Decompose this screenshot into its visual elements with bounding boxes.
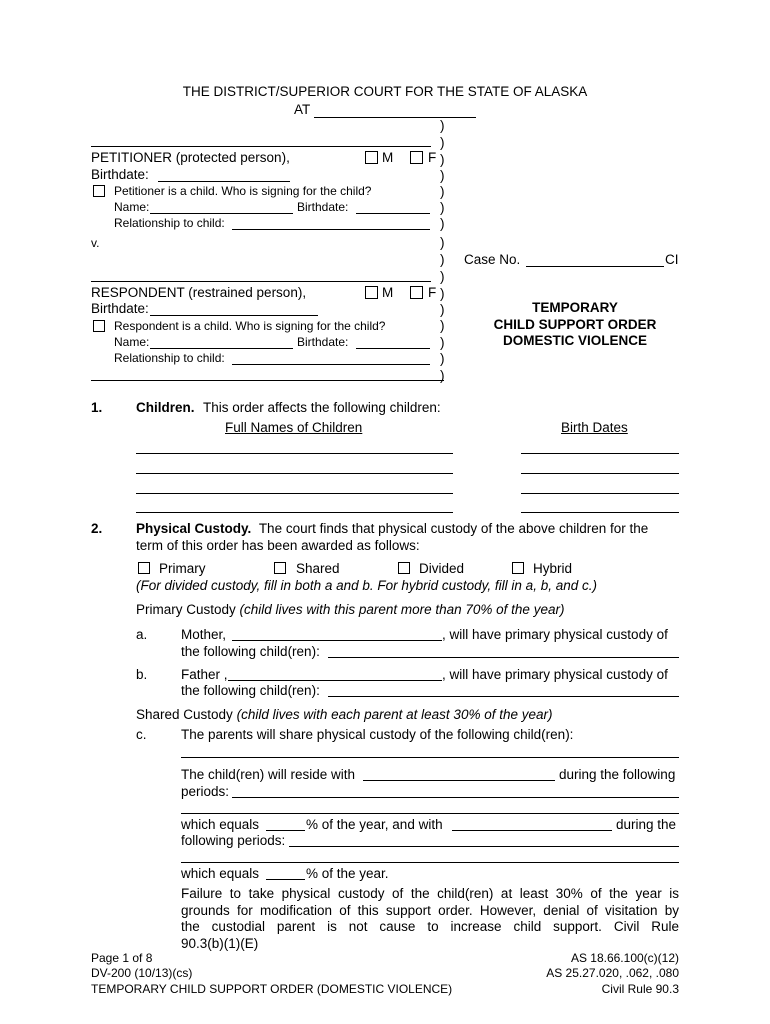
petitioner-name-field[interactable]: [91, 146, 431, 147]
petitioner-label: PETITIONER (protected person),: [91, 150, 290, 165]
respondent-signer-name-label: Name:: [114, 335, 150, 349]
failure-paragraph: [181, 886, 679, 952]
reside-with-field[interactable]: [363, 780, 555, 781]
section-2-text-line-1: The court finds that physical custody of the above children for the: [258, 521, 649, 536]
children-names-header: Full Names of Children: [225, 420, 363, 435]
footer-rule: Civil Rule 90.3: [601, 982, 679, 996]
section-2-intro: [136, 521, 679, 538]
petitioner-signer-name-label: Name:: [114, 200, 150, 214]
percent-field-1[interactable]: [266, 830, 305, 831]
petitioner-birthdate-field[interactable]: [158, 181, 290, 182]
petitioner-m-label: M: [382, 150, 394, 165]
respondent-male-checkbox[interactable]: [365, 286, 378, 299]
order-title: [470, 300, 680, 350]
custody-primary-label: Primary: [159, 561, 206, 576]
shared-children-field[interactable]: [181, 757, 679, 758]
shared-custody-label: Shared Custody: [136, 707, 233, 722]
father-primary-text: , will have primary physical custody of: [442, 667, 668, 682]
court-heading: [0, 84, 770, 99]
mother-label: Mother,: [181, 627, 227, 642]
section-1-text: This order affects the following children:: [203, 400, 441, 415]
periods-field-1[interactable]: [232, 797, 679, 798]
respondent-signer-name-field[interactable]: [150, 348, 293, 349]
mother-primary-text: , will have primary physical custody of: [442, 627, 668, 642]
mother-name-field[interactable]: [232, 640, 442, 641]
at-label: AT: [294, 102, 311, 117]
petitioner-child-checkbox[interactable]: [93, 185, 105, 197]
petitioner-f-label: F: [428, 150, 437, 165]
which-equals-label-1: which equals: [181, 817, 260, 832]
section-2-number: 2.: [91, 521, 103, 536]
failure-line-1: Failure to take physical custody of the child(ren) at least 30% of the year is: [181, 886, 679, 901]
respondent-birthdate-field[interactable]: [150, 315, 318, 316]
birth-dates-header: Birth Dates: [561, 420, 628, 435]
failure-line-4: 90.3(b)(1)(E): [181, 935, 259, 951]
respondent-relationship-label: Relationship to child:: [114, 351, 225, 365]
footer-title: TEMPORARY CHILD SUPPORT ORDER (DOMESTIC VIOLENCE): [91, 982, 453, 996]
periods-field-2[interactable]: [181, 813, 679, 814]
respondent-name-field[interactable]: [91, 281, 431, 282]
custody-divided-checkbox[interactable]: [398, 562, 410, 574]
petitioner-female-checkbox[interactable]: [410, 151, 423, 164]
custody-hybrid-label: Hybrid: [533, 561, 573, 576]
petitioner-male-checkbox[interactable]: [365, 151, 378, 164]
case-no-label: Case No.: [464, 252, 521, 267]
petitioner-signer-birthdate-label: Birthdate:: [297, 200, 349, 214]
court-name: THE DISTRICT/SUPERIOR COURT FOR THE STATE OF ALASKA: [182, 84, 588, 99]
versus-label: v.: [91, 236, 100, 250]
respondent-child-text: Respondent is a child. Who is signing for the child?: [114, 319, 386, 333]
child-birthdate-field-1[interactable]: [521, 453, 679, 454]
at-field[interactable]: [314, 117, 476, 118]
periods-label: periods:: [181, 784, 230, 799]
father-label: Father ,: [181, 667, 228, 682]
custody-shared-label: Shared: [296, 561, 340, 576]
item-b-label: b.: [136, 667, 148, 682]
primary-custody-label: Primary Custody: [136, 602, 236, 617]
petitioner-relationship-field[interactable]: [232, 229, 430, 230]
footer-form: DV-200 (10/13)(cs): [91, 966, 193, 980]
respondent-female-checkbox[interactable]: [410, 286, 423, 299]
custody-primary-checkbox[interactable]: [138, 562, 150, 574]
petitioner-child-text: Petitioner is a child. Who is signing for the child?: [114, 184, 372, 198]
petitioner-relationship-label: Relationship to child:: [114, 216, 225, 230]
percent-year-label: % of the year.: [306, 866, 389, 881]
shared-children-text: The parents will share physical custody of the following child(ren):: [181, 727, 574, 742]
failure-line-3: the custodial parent is not cause to increase child support. Civil Rule: [181, 919, 679, 935]
respondent-f-label: F: [428, 285, 437, 300]
failure-line-2: grounds for modification of this support order. However, denial of visitation by: [181, 902, 679, 918]
item-c-label: c.: [136, 727, 147, 742]
during-the-label: during the: [616, 817, 677, 832]
respondent-label: RESPONDENT (restrained person),: [91, 285, 307, 300]
percent-and-with-label: % of the year, and with: [306, 817, 443, 832]
mother-children-field[interactable]: [328, 657, 679, 658]
section-1-number: 1.: [91, 400, 103, 415]
child-birthdate-field-3[interactable]: [521, 493, 679, 494]
section-2-text-line-2: term of this order has been awarded as follows:: [136, 538, 420, 553]
child-name-field-4[interactable]: [136, 512, 453, 513]
reside-with-label: The child(ren) will reside with: [181, 767, 356, 782]
title-line-3: DOMESTIC VIOLENCE: [502, 333, 647, 348]
child-birthdate-field-4[interactable]: [521, 512, 679, 513]
item-a-label: a.: [136, 627, 148, 642]
petitioner-signer-name-field[interactable]: [150, 213, 293, 214]
section-1-heading: Children.: [136, 400, 195, 415]
shared-custody-heading: [136, 707, 553, 722]
caption-bottom-rule: [91, 380, 444, 381]
following-periods-field-2[interactable]: [181, 862, 679, 863]
footer-statute-2: AS 25.27.020, .062, .080: [546, 966, 679, 980]
percent-field-2[interactable]: [266, 879, 305, 880]
father-children-field[interactable]: [328, 696, 679, 697]
child-name-field-1[interactable]: [136, 453, 453, 454]
respondent-signer-birthdate-label: Birthdate:: [297, 335, 349, 349]
footer-statute-1: AS 18.66.100(c)(12): [570, 951, 679, 965]
shared-custody-note: (child lives with each parent at least 30% of the year): [236, 707, 553, 722]
which-equals-label-2: which equals: [181, 866, 260, 881]
primary-custody-heading: [136, 602, 564, 617]
respondent-m-label: M: [382, 285, 394, 300]
petitioner-signer-birthdate-field[interactable]: [356, 213, 430, 214]
primary-custody-note: (child lives with this parent more than 70% of the year): [239, 602, 565, 617]
father-following-label: the following child(ren):: [181, 683, 320, 698]
respondent-birthdate-label: Birthdate:: [91, 301, 149, 316]
following-periods-field-1[interactable]: [289, 846, 679, 847]
custody-hybrid-checkbox[interactable]: [512, 562, 524, 574]
following-periods-label: following periods:: [181, 833, 286, 848]
section-2-heading: Physical Custody.: [136, 521, 252, 536]
case-no-field[interactable]: [526, 266, 664, 267]
respondent-relationship-field[interactable]: [232, 364, 430, 365]
other-parent-field[interactable]: [452, 830, 612, 831]
custody-shared-checkbox[interactable]: [274, 562, 286, 574]
respondent-child-checkbox[interactable]: [93, 320, 105, 332]
title-line-1: TEMPORARY: [532, 300, 618, 315]
custody-note: (For divided custody, fill in both a and b. For hybrid custody, fill in a, b, and c.): [136, 578, 597, 593]
mother-following-label: the following child(ren):: [181, 644, 320, 659]
child-name-field-3[interactable]: [136, 493, 453, 494]
case-no-suffix: CI: [665, 252, 679, 267]
child-name-field-2[interactable]: [136, 473, 453, 474]
respondent-signer-birthdate-field[interactable]: [356, 348, 430, 349]
footer-page: Page 1 of 8: [91, 951, 153, 965]
child-birthdate-field-2[interactable]: [521, 473, 679, 474]
custody-divided-label: Divided: [419, 561, 465, 576]
petitioner-birthdate-label: Birthdate:: [91, 167, 149, 182]
title-line-2: CHILD SUPPORT ORDER: [493, 316, 657, 332]
during-following-label: during the following: [559, 767, 676, 782]
father-name-field[interactable]: [228, 680, 442, 681]
